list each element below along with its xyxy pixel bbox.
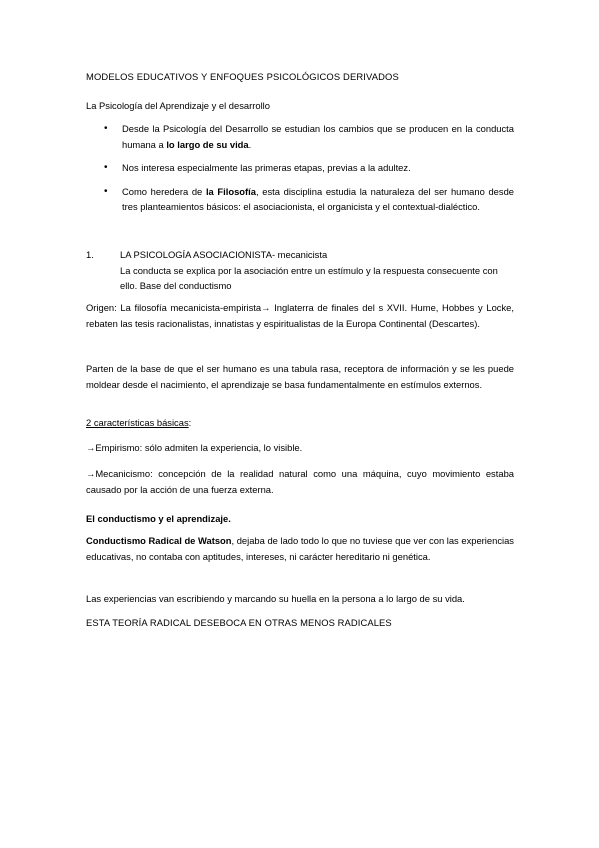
- bullet-item: [86, 184, 514, 215]
- document-subtitle: La Psicología del Aprendizaje y el desarrollo: [86, 100, 270, 111]
- intro-bullet-list: [86, 121, 514, 223]
- tabula-rasa-paragraph: Parten de la base de que el ser humano es una tabula rasa, receptora de información y se les puede moldear desde el nacimiento, el aprendizaje se basa fundamentalmente en estímulos externos.: [86, 363, 514, 390]
- section-1: [86, 247, 514, 294]
- bullet-item: [86, 160, 514, 176]
- bullet-text: Como heredera de: [122, 185, 206, 197]
- bullet-icon: •: [104, 123, 108, 134]
- experiencias-paragraph: Las experiencias van escribiendo y marcando su huella en la persona a lo largo de su vida.: [86, 593, 465, 604]
- watson-text: , dejaba de lado todo lo que no tuviese que ver con las experiencias educativas, no contaba con aptitudes, intereses, ni carácter hereditario ni genética.: [86, 535, 514, 562]
- bullet-text-end: , esta disciplina estudia la naturaleza del ser humano desde tres planteamientos básicos: el asociacionista, el organicista y el contextual-dialéctico.: [122, 185, 515, 213]
- caracteristicas-colon: :: [188, 417, 192, 428]
- watson-paragraph: [86, 533, 514, 564]
- watson-bold-text: Conductismo Radical de Watson: [86, 535, 232, 546]
- bullet-bold-text: lo largo de su vida: [166, 138, 249, 150]
- bullet-item: [86, 121, 514, 152]
- empirismo-item: →Empirismo: sólo admiten la experiencia, lo visible.: [86, 442, 303, 453]
- bullet-text-end: .: [248, 138, 252, 150]
- caracteristicas-heading: [86, 415, 514, 431]
- mecanicismo-item: →Mecanicismo: concepción de la realidad natural como una máquina, cuyo movimiento estaba causado por la acción de una fuerza externa.: [86, 468, 514, 495]
- caracteristicas-heading-text: 2 características básicas: [86, 417, 189, 428]
- teoria-line: ESTA TEORÍA RADICAL DESEBOCA EN OTRAS MENOS RADICALES: [86, 617, 392, 628]
- section-number: 1.: [86, 249, 94, 260]
- section-heading: LA PSICOLOGÍA ASOCIACIONISTA- mecanicista: [120, 249, 328, 260]
- bullet-bold-text: la Filosofía: [205, 185, 256, 197]
- origen-paragraph: Origen: La filosofía mecanicista-empirista→ Inglaterra de finales del s XVII. Hume, Hobbes y Locke, rebaten las tesis racionalistas, innatistas y espiritualistas de la Europa Continental (Descartes).: [86, 302, 514, 329]
- bullet-icon: •: [104, 162, 108, 174]
- bullet-text: Nos interesa especialmente las primeras etapas, previas a la adultez.: [122, 162, 411, 174]
- section-body: La conducta se explica por la asociación entre un estímulo y la respuesta consecuente con ello. Base del conductismo: [120, 264, 498, 292]
- bullet-text: Desde la Psicología del Desarrollo se estudian los cambios que se producen en la conducta humana a: [122, 123, 514, 150]
- conductismo-heading: El conductismo y el aprendizaje.: [86, 513, 231, 524]
- bullet-icon: •: [104, 185, 108, 197]
- document-title: MODELOS EDUCATIVOS Y ENFOQUES PSICOLÓGICOS DERIVADOS: [86, 71, 399, 82]
